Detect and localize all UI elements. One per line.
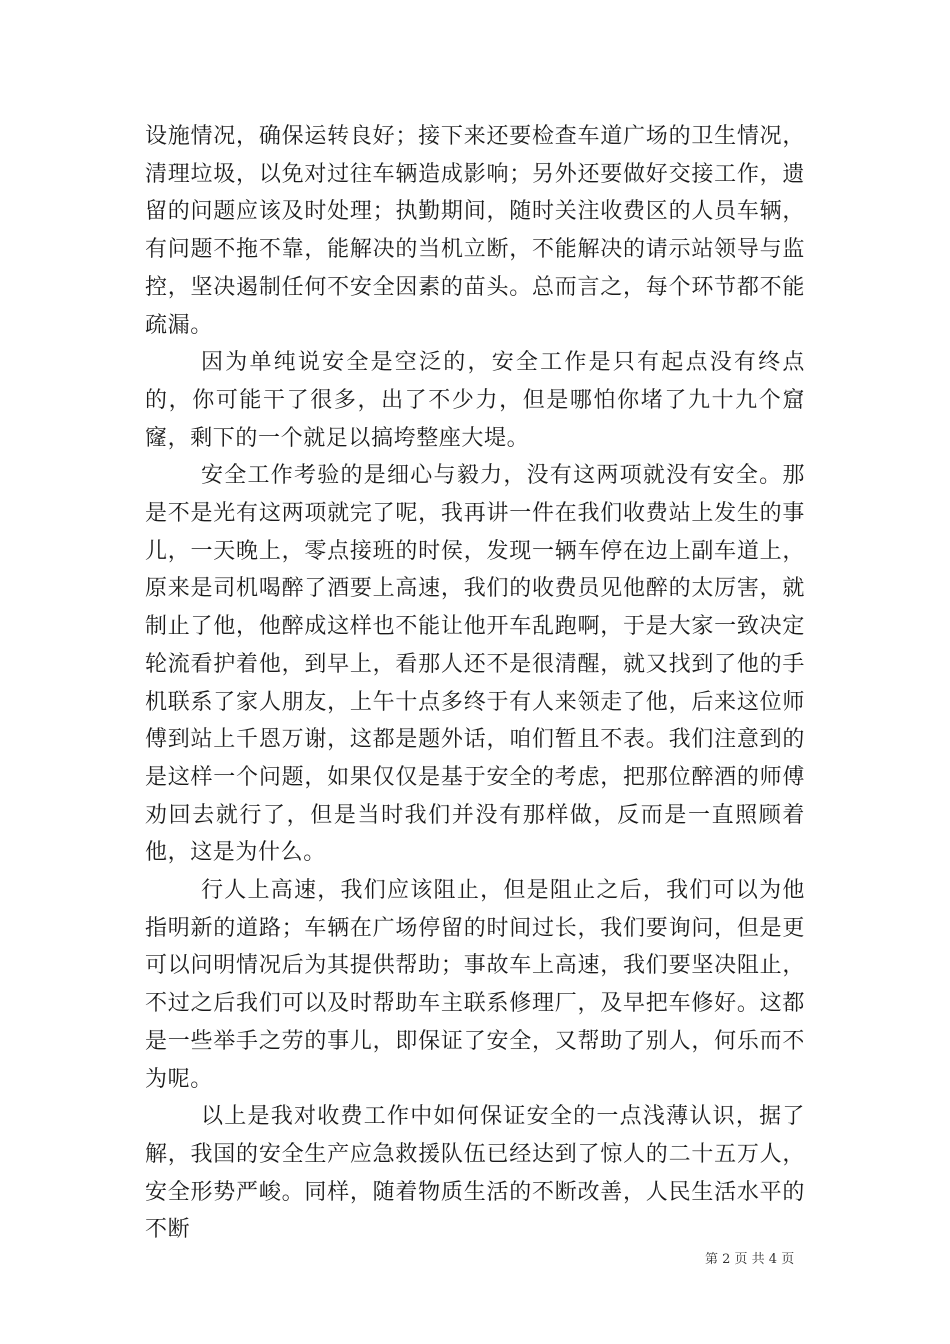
paragraph-5: 以上是我对收费工作中如何保证安全的一点浅薄认识，据了解，我国的安全生产应急救援队伍已经达到了惊人的二十五万人，安全形势严峻。同样，随着物质生活的不断改善，人民生活水平的不断 <box>145 1104 805 1243</box>
paragraph-2: 因为单纯说安全是空泛的，安全工作是只有起点没有终点的，你可能干了很多，出了不少力，但是哪怕你堵了九十九个窟窿，剩下的一个就足以搞垮整座大堤。 <box>145 350 805 451</box>
paragraph-4: 行人上高速，我们应该阻止，但是阻止之后，我们可以为他指明新的道路；车辆在广场停留的时间过长，我们要询问，但是更可以问明情况后为其提供帮助；事故车上高速，我们要坚决阻止，不过之后我们可以及时帮助车主联系修理厂，及早把车修好。这都是一些举手之劳的事儿，即保证了安全，又帮助了别人，何乐而不为呢。 <box>145 878 805 1092</box>
document-body <box>145 118 805 1249</box>
page-number-footer: 第 2 页 共 4 页 <box>705 1252 795 1267</box>
paragraph-1: 设施情况，确保运转良好；接下来还要检查车道广场的卫生情况，清理垃圾，以免对过往车辆造成影响；另外还要做好交接工作，遗留的问题应该及时处理；执勤期间，随时关注收费区的人员车辆，有问题不拖不靠，能解决的当机立断，不能解决的请示站领导与监控，坚决遏制任何不安全因素的苗头。总而言之，每个环节都不能疏漏。 <box>145 124 805 338</box>
paragraph-3: 安全工作考验的是细心与毅力，没有这两项就没有安全。那是不是光有这两项就完了呢，我再讲一件在我们收费站上发生的事儿，一天晚上，零点接班的时侯，发现一辆车停在边上副车道上，原来是司机喝醉了酒要上高速，我们的收费员见他醉的太厉害，就制止了他，他醉成这样也不能让他开车乱跑啊，于是大家一致决定轮流看护着他，到早上，看那人还不是很清醒，就又找到了他的手机联系了家人朋友，上午十点多终于有人来领走了他，后来这位师傅到站上千恩万谢，这都是题外话，咱们暂且不表。我们注意到的是这样一个问题，如果仅仅是基于安全的考虑，把那位醉酒的师傅劝回去就行了，但是当时我们并没有那样做，反而是一直照顾着他，这是为什么。 <box>145 463 805 866</box>
